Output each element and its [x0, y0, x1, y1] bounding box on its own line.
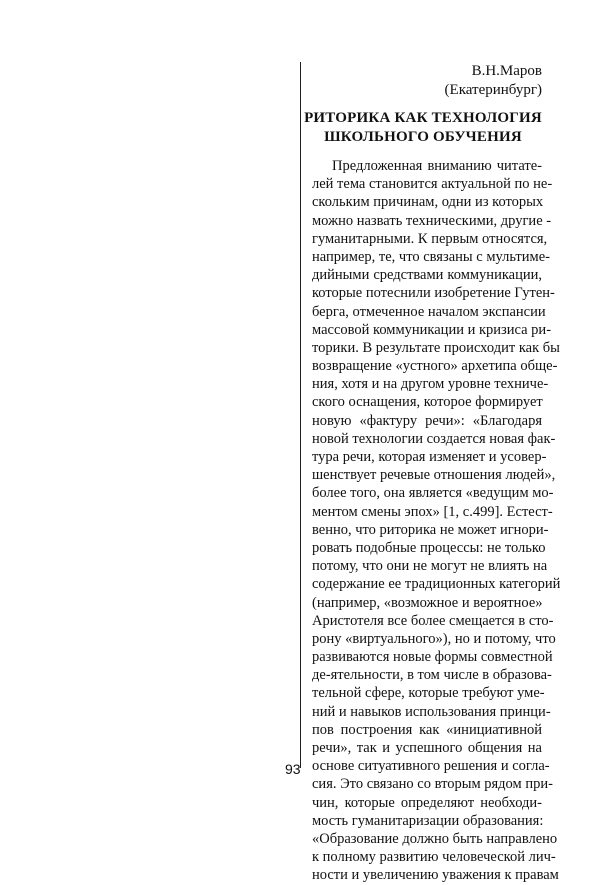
body-line: содержание ее традиционных категорий: [312, 576, 561, 593]
body-line: сия. Это связано со вторым рядом при-: [312, 776, 553, 793]
body-line: развиваются новые формы совместной: [312, 649, 553, 666]
body-line: речи», так и успешного общения на: [312, 740, 542, 756]
body-line: тура речи, которая изменяет и усовер-: [312, 449, 547, 465]
body-line: шенствует речевые отношения людей»,: [312, 467, 556, 484]
body-line: де-ятельности, в том числе в образова-: [312, 667, 552, 684]
margin-divider-line: [300, 62, 301, 768]
body-line: массовой коммуникации и кризиса ри-: [312, 321, 552, 338]
article-title-line-2: ШКОЛЬНОГО ОБУЧЕНИЯ: [324, 129, 522, 145]
author-city: (Екатеринбург): [444, 82, 542, 98]
body-line: торики. В результате происходит как бы: [312, 339, 560, 356]
body-line: которые потеснили изобретение Гутен-: [312, 285, 555, 302]
body-line: основе ситуативного решения и согла-: [312, 758, 550, 775]
body-line: дийными средствами коммуникации,: [312, 267, 542, 284]
body-line: можно назвать техническими, другие -: [312, 212, 552, 229]
author-name: В.Н.Маров: [471, 63, 542, 79]
body-line: ского оснащения, которое формирует: [312, 394, 543, 411]
body-line: Аристотеля все более смещается в сто-: [312, 612, 554, 629]
body-line: ния, хотя и на другом уровне техниче-: [312, 376, 549, 393]
body-line: скольким причинам, одни из которых: [312, 194, 544, 211]
body-line: гуманитарными. К первым относятся,: [312, 230, 548, 247]
body-line: лей тема становится актуальной по не-: [312, 176, 553, 193]
body-line: более того, она является «ведущим мо-: [312, 485, 554, 502]
author-block: [445, 62, 542, 100]
body-line: чин, которые определяют необходи-: [312, 794, 542, 811]
article-body: [312, 157, 561, 885]
body-line: потому, что они не могут не влиять на: [312, 558, 548, 575]
body-line: например, те, что связаны с мультиме-: [312, 248, 550, 265]
body-line: венно, что риторика не может игнори-: [312, 521, 549, 538]
page-number: 93: [285, 761, 301, 777]
body-line: возвращение «устного» архетипа обще-: [312, 358, 558, 375]
body-line: берга, отмеченное началом экспансии: [312, 303, 546, 320]
body-line: (например, «возможное и вероятное»: [312, 594, 543, 611]
body-line: рону «виртуального»), но и потому, что: [312, 630, 556, 647]
body-line: ности и увеличению уважения к правам: [312, 867, 559, 884]
body-line: Предложенная вниманию читате-: [332, 158, 542, 174]
body-line: «Образование должно быть направлено: [312, 830, 558, 847]
body-line: новой технологии создается новая фак-: [312, 430, 556, 447]
article-title: [304, 109, 542, 147]
body-line: тельной сфере, которые требуют уме-: [312, 685, 545, 702]
body-line: ментом смены эпох» [1, с.499]. Естест-: [312, 503, 553, 520]
body-line: новую «фактуру речи»: «Благодаря: [312, 412, 542, 429]
body-line: к полному развитию человеческой лич-: [312, 849, 556, 866]
body-line: мость гуманитаризации образования:: [312, 812, 544, 829]
body-line: ровать подобные процессы: не только: [312, 539, 546, 556]
article-title-line-1: РИТОРИКА КАК ТЕХНОЛОГИЯ: [304, 110, 542, 126]
body-line: пов построения как «инициативной: [312, 721, 542, 738]
body-line: ний и навыков использования принци-: [312, 703, 551, 720]
